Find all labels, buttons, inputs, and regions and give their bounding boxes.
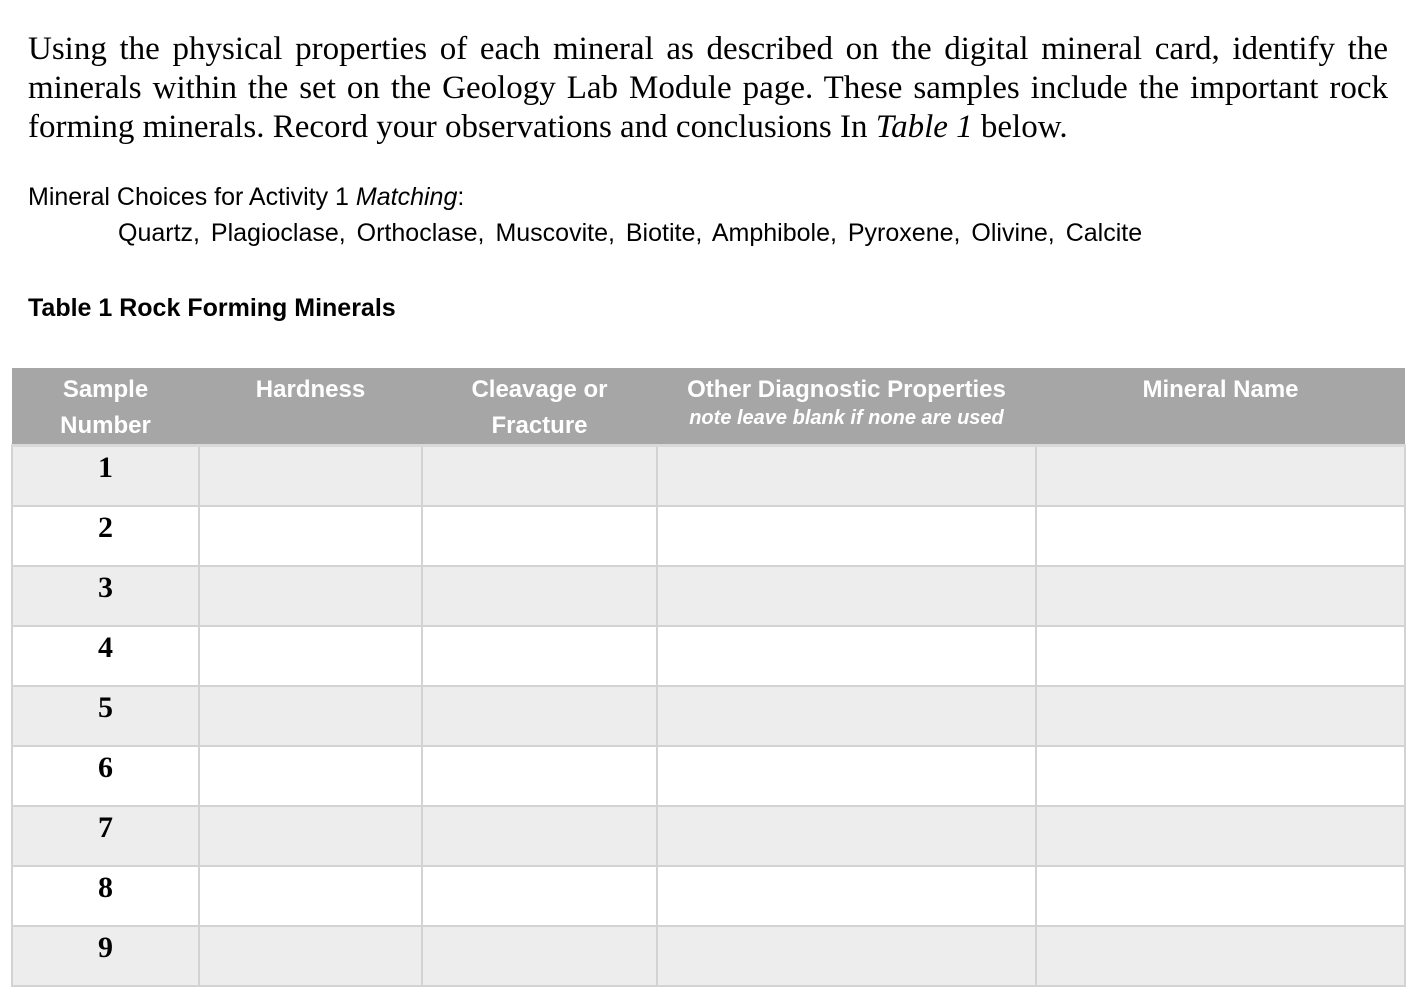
hardness-cell[interactable] xyxy=(199,686,422,746)
sample-number-cell: 4 xyxy=(12,626,199,686)
hardness-cell[interactable] xyxy=(199,566,422,626)
mineral-choices-list: Quartz, Plagioclase, Orthoclase, Muscovite, Biotite, Amphibole, Pyroxene, Olivine, Calcite xyxy=(118,219,1143,247)
header-other-note: note leave blank if none are used xyxy=(689,407,1004,429)
table-row xyxy=(12,506,1405,566)
hardness-cell[interactable] xyxy=(199,926,422,986)
mineral-name-cell[interactable] xyxy=(1036,746,1405,806)
other-properties-cell[interactable] xyxy=(657,686,1036,746)
mineral-name-cell[interactable] xyxy=(1036,866,1405,926)
mineral-name-cell[interactable] xyxy=(1036,806,1405,866)
header-other-properties: Other Diagnostic Properties note leave blank if none are used xyxy=(657,368,1036,446)
table-reference: Table 1 xyxy=(875,109,973,145)
cleavage-fracture-cell[interactable] xyxy=(422,446,657,506)
hardness-cell[interactable] xyxy=(199,806,422,866)
sample-number-cell: 1 xyxy=(12,446,199,506)
cleavage-fracture-cell[interactable] xyxy=(422,806,657,866)
other-properties-cell[interactable] xyxy=(657,626,1036,686)
other-properties-cell[interactable] xyxy=(657,446,1036,506)
choices-label-suffix: : xyxy=(457,183,465,211)
other-properties-cell[interactable] xyxy=(657,506,1036,566)
choices-label-italic: Matching xyxy=(355,183,458,211)
instructions-paragraph xyxy=(28,30,1388,147)
mineral-choices-label xyxy=(28,183,464,212)
sample-number-cell: 8 xyxy=(12,866,199,926)
hardness-cell[interactable] xyxy=(199,506,422,566)
table-row xyxy=(12,806,1405,866)
mineral-name-cell[interactable] xyxy=(1036,566,1405,626)
choices-label-prefix: Mineral Choices for Activity 1 xyxy=(28,183,356,211)
cleavage-fracture-cell[interactable] xyxy=(422,566,657,626)
instructions-text: Using the physical properties of each mineral as described on the digital mineral card, identify the minerals within the set on the Geology Lab Module page. These samples include the important rock forming minerals. Record your observations and conclusions In xyxy=(28,31,1388,145)
table-header-row xyxy=(12,368,1405,446)
mineral-name-cell[interactable] xyxy=(1036,686,1405,746)
other-properties-cell[interactable] xyxy=(657,566,1036,626)
sample-number-cell: 5 xyxy=(12,686,199,746)
sample-number-cell: 7 xyxy=(12,806,199,866)
table-row xyxy=(12,926,1405,986)
mineral-name-cell[interactable] xyxy=(1036,926,1405,986)
header-hardness: Hardness xyxy=(199,368,422,446)
sample-number-cell: 9 xyxy=(12,926,199,986)
cleavage-fracture-cell[interactable] xyxy=(422,746,657,806)
other-properties-cell[interactable] xyxy=(657,866,1036,926)
cleavage-fracture-cell[interactable] xyxy=(422,506,657,566)
header-cleavage-fracture: Cleavage or Fracture xyxy=(422,368,657,446)
table-row xyxy=(12,746,1405,806)
other-properties-cell[interactable] xyxy=(657,806,1036,866)
sample-number-cell: 3 xyxy=(12,566,199,626)
sample-number-cell: 6 xyxy=(12,746,199,806)
other-properties-cell[interactable] xyxy=(657,746,1036,806)
table-row xyxy=(12,866,1405,926)
hardness-cell[interactable] xyxy=(199,866,422,926)
table-caption: Table 1 Rock Forming Minerals xyxy=(28,294,396,322)
sample-number-cell: 2 xyxy=(12,506,199,566)
mineral-name-cell[interactable] xyxy=(1036,626,1405,686)
table-row xyxy=(12,686,1405,746)
rock-forming-minerals-table xyxy=(11,368,1406,987)
table-row xyxy=(12,446,1405,506)
table-row xyxy=(12,626,1405,686)
mineral-name-cell[interactable] xyxy=(1036,446,1405,506)
header-mineral-name: Mineral Name xyxy=(1036,368,1405,446)
hardness-cell[interactable] xyxy=(199,746,422,806)
hardness-cell[interactable] xyxy=(199,446,422,506)
hardness-cell[interactable] xyxy=(199,626,422,686)
other-properties-cell[interactable] xyxy=(657,926,1036,986)
mineral-name-cell[interactable] xyxy=(1036,506,1405,566)
cleavage-fracture-cell[interactable] xyxy=(422,866,657,926)
table-row xyxy=(12,566,1405,626)
instructions-text-end: below. xyxy=(972,109,1068,145)
cleavage-fracture-cell[interactable] xyxy=(422,626,657,686)
header-sample-number: Sample Number xyxy=(12,368,199,446)
table-body xyxy=(12,446,1405,986)
cleavage-fracture-cell[interactable] xyxy=(422,686,657,746)
cleavage-fracture-cell[interactable] xyxy=(422,926,657,986)
